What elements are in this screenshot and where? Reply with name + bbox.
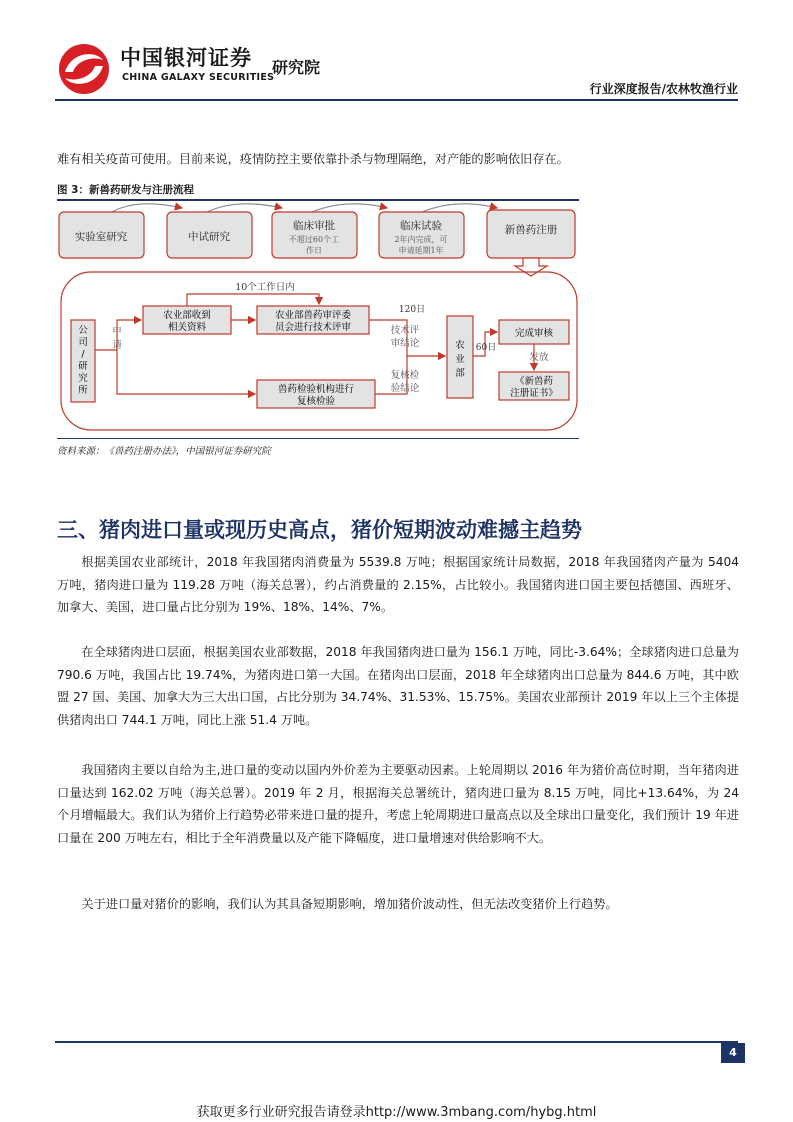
step-note: 作日 [306, 246, 322, 255]
diagram-label: / [81, 349, 85, 360]
step-note: 2年内完成，可 [394, 235, 448, 244]
report-type: 行业深度报告/农林牧渔行业 [589, 82, 738, 96]
footer-divider [55, 1041, 738, 1043]
diagram-label: 部 [455, 368, 465, 379]
step-label: 临床审批 [293, 220, 335, 232]
diagram-label: 审结论 [390, 338, 420, 349]
diagram-label: 兽药检验机构进行 [277, 384, 355, 395]
step-note: 申请延期1年 [398, 246, 444, 255]
step-label: 实验室研究 [74, 231, 128, 243]
step-label: 中试研究 [188, 231, 230, 243]
diagram-label: 完成审核 [514, 328, 554, 339]
paragraph: 根据美国农业部统计，2018 年我国猪肉消费量为 5539.8 万吨；根据国家统计局数据，2018 年我国猪肉产量为 5404 万吨，猪肉进口量为 119.28 万吨（海关总署），约占消费量的 2.15%，占比较小。我国猪肉进口国主要包括德国、西班牙、加拿大、美国，进口量占比分别为 19%、18%、14%、7%。 [57, 555, 739, 614]
intro-paragraph: 难有相关疫苗可使用。目前来说，疫情防控主要依靠扑杀与物理隔绝，对产能的影响依旧存在。 [57, 152, 569, 166]
figure-bottom-divider [57, 438, 579, 439]
brand-name-en: CHINA GALAXY SECURITIES [122, 72, 275, 83]
diagram-label: 注册证书》 [510, 388, 558, 399]
section-title: 三、猪肉进口量或现历史高点，猪价短期波动难撼主趋势 [57, 518, 582, 542]
paragraph: 关于进口量对猪价的影响，我们认为其具备短期影响，增加猪价波动性，但无法改变猪价上行趋势。 [81, 897, 618, 911]
diagram-label: 农 [455, 340, 465, 351]
diagram-label: 公 [78, 325, 88, 336]
step-label: 新兽药注册 [504, 224, 558, 236]
diagram-label: 发放 [529, 352, 549, 363]
paragraph: 在全球猪肉进口层面，根据美国农业部数据，2018 年我国猪肉进口量为 156.1 万吨，同比-3.64%；全球猪肉进口总量为 790.6 万吨，我国占比 19.74%，为猪肉进口第一大国。在猪肉出口层面，2018 年全球猪肉出口总量为 844.6 万吨，其中欧盟 27 国、美国、加拿大为三大出口国，占比分别为 34.74%、31.53%、15.75%。美国农业部预计 2019 年以上三个主体提供猪肉出口 744.1 万吨，同比上涨 51.4 万吨。 [57, 645, 739, 727]
diagram-label: 申 [112, 326, 122, 337]
figure-caption: 图 3：新兽药研发与注册流程 [57, 184, 194, 196]
diagram-label: 《新兽药 [514, 376, 554, 387]
diagram-label: 验结论 [390, 383, 420, 394]
step-label: 临床试验 [400, 220, 442, 232]
diagram-label: 所 [78, 385, 88, 396]
registration-flow-diagram [57, 200, 579, 436]
paragraph: 我国猪肉主要以自给为主,进口量的变动以国内外价差为主要驱动因素。上轮周期以 2016 年为猪价高位时期，当年猪肉进口量达到 162.02 万吨（海关总署）。2019 年 2 月，根据海关总署统计，猪肉进口量为 8.15 万吨，同比+13.64%，为 24 个月增幅最大。我们认为猪价上行趋势必带来进口量的提升，考虑上轮周期进口量高点以及全球出口量变化，我们预计 19 年进口量在 200 万吨左右，相比于全年消费量以及产能下降幅度，进口量增速对供给影响不大。 [57, 763, 739, 845]
diagram-label: 复核检 [390, 370, 420, 381]
galaxy-logo-icon [57, 42, 111, 96]
bottom-link[interactable]: 获取更多行业研究报告请登录http://www.3mbang.com/hybg.html [196, 1105, 597, 1120]
diagram-label: 司 [78, 337, 88, 348]
down-arrow-icon [515, 258, 547, 276]
figure-source: 资料来源：《兽药注册办法》，中国银河证券研究院 [57, 446, 271, 457]
diagram-label: 120日 [398, 305, 426, 315]
diagram-label: 技术评 [390, 325, 420, 336]
brand-institute: 研究院 [272, 58, 321, 77]
diagram-label: 研 [78, 361, 88, 372]
diagram-label: 农业部收到 [163, 310, 211, 321]
diagram-label: 60日 [475, 343, 497, 353]
diagram-label: 请 [112, 340, 122, 351]
diagram-label: 业 [455, 354, 465, 365]
diagram-label: 复核检验 [296, 396, 336, 407]
diagram-label: 究 [78, 373, 88, 384]
header-divider [55, 99, 738, 101]
diagram-label: 相关资料 [167, 322, 207, 333]
step-note: 不超过60个工 [288, 235, 340, 244]
diagram-label: 10个工作日内 [235, 282, 295, 293]
diagram-label: 员会进行技术评审 [274, 322, 352, 333]
diagram-label: 农业部兽药审评委 [274, 310, 352, 321]
page-number: 4 [721, 1043, 745, 1063]
brand-name-cn: 中国银河证券 [120, 46, 252, 70]
